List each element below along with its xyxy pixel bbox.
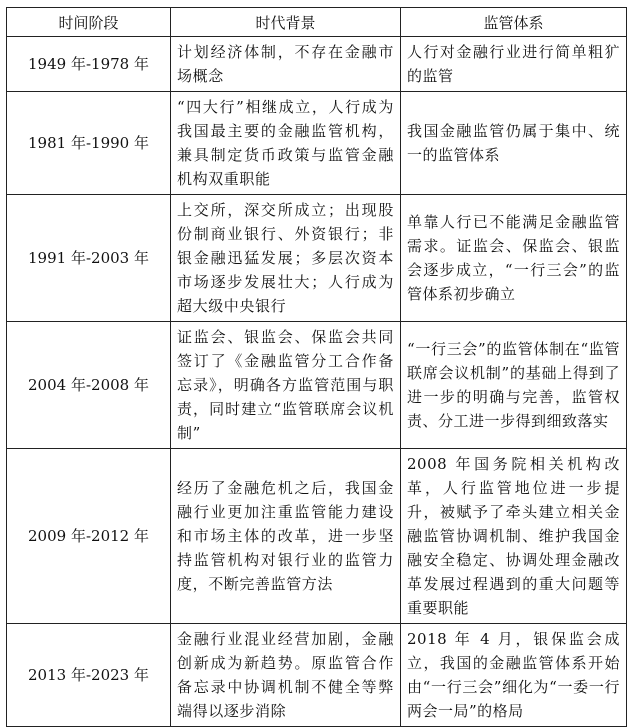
background-cell: “四大行”相继成立，人行成为我国最主要的金融监管机构，兼具制定货币政策与监管金融机构双重职能 xyxy=(171,92,401,195)
background-cell: 上交所，深交所成立；出现股份制商业银行、外资银行；非银金融迅猛发展；多层次资本市场逐步发展壮大；人行成为超大级中央银行 xyxy=(171,195,401,322)
system-cell: 人行对金融行业进行简单粗犷的监管 xyxy=(401,37,627,92)
system-cell: 我国金融监管仍属于集中、统一的监管体系 xyxy=(401,92,627,195)
table-row xyxy=(7,322,627,449)
table-row xyxy=(7,92,627,195)
regulation-history-table xyxy=(6,7,627,727)
table-row xyxy=(7,624,627,727)
header-system: 监管体系 xyxy=(401,8,627,37)
period-cell: 1991 年-2003 年 xyxy=(7,195,171,322)
system-cell: 单靠人行已不能满足金融监管需求。证监会、保监会、银监会逐步成立，“一行三会”的监管体系初步确立 xyxy=(401,195,627,322)
system-cell: 2008 年国务院相关机构改革，人行监管地位进一步提升，被赋予了牵头建立相关金融监管协调机制、维护我国金融安全稳定、协调处理金融改革发展过程遇到的重大问题等重要职能 xyxy=(401,449,627,624)
system-cell: “一行三会”的监管体制在“监管联席会议机制”的基础上得到了进一步的明确与完善，监管权责、分工进一步得到细致落实 xyxy=(401,322,627,449)
background-cell: 金融行业混业经营加剧，金融创新成为新趋势。原监管合作备忘录中协调机制不健全等弊端得以逐步消除 xyxy=(171,624,401,727)
table-row xyxy=(7,37,627,92)
period-cell: 2004 年-2008 年 xyxy=(7,322,171,449)
background-cell: 证监会、银监会、保监会共同签订了《金融监管分工合作备忘录》，明确各方监管范围与职责，同时建立“监管联席会议机制” xyxy=(171,322,401,449)
background-cell: 计划经济体制，不存在金融市场概念 xyxy=(171,37,401,92)
header-background: 时代背景 xyxy=(171,8,401,37)
table-row xyxy=(7,195,627,322)
period-cell: 1981 年-1990 年 xyxy=(7,92,171,195)
period-cell: 2009 年-2012 年 xyxy=(7,449,171,624)
period-cell: 2013 年-2023 年 xyxy=(7,624,171,727)
table-row xyxy=(7,449,627,624)
system-cell: 2018 年 4 月，银保监会成立，我国的金融监管体系开始由“一行三会”细化为“一委一行两会一局”的格局 xyxy=(401,624,627,727)
header-row xyxy=(7,8,627,37)
header-period: 时间阶段 xyxy=(7,8,171,37)
period-cell: 1949 年-1978 年 xyxy=(7,37,171,92)
background-cell: 经历了金融危机之后，我国金融行业更加注重监管能力建设和市场主体的改革，进一步坚持监管机构对银行业的监管力度，不断完善监管方法 xyxy=(171,449,401,624)
